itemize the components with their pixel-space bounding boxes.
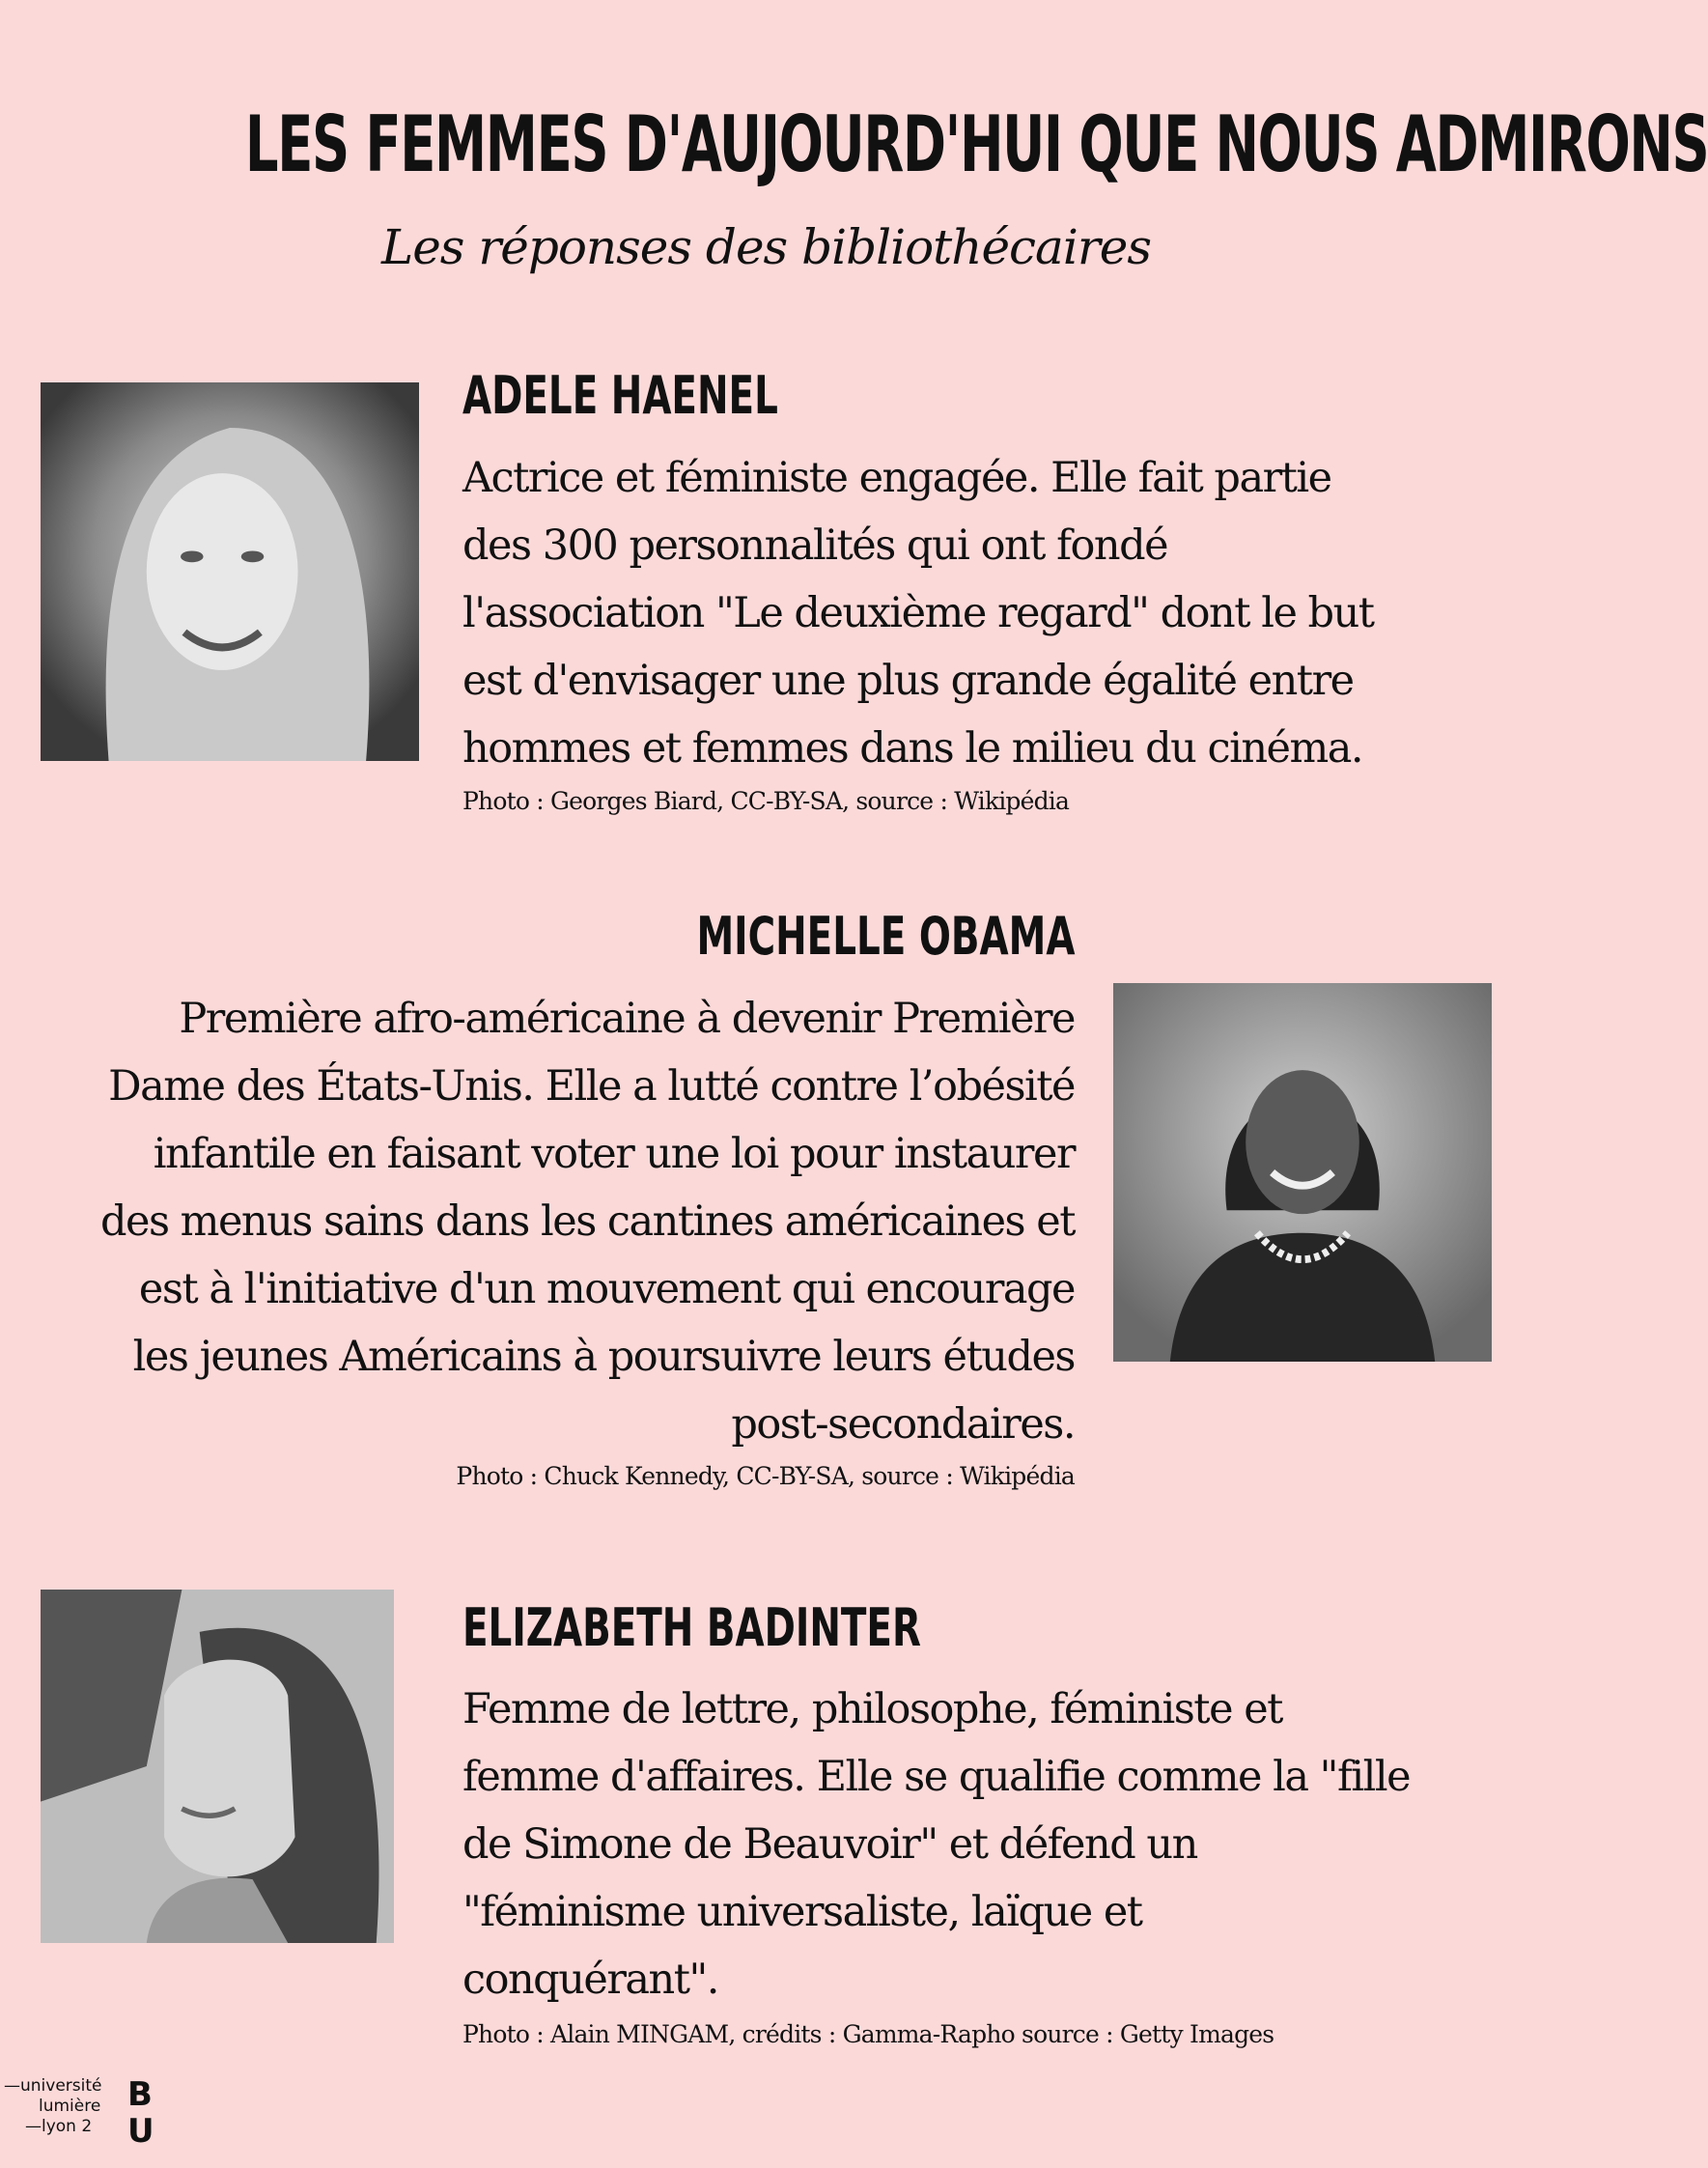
profile-description: Actrice et féministe engagée. Elle fait partie des 300 personnalités qui ont fondé l'association "Le deuxième regard" dont le but est d'envisager une plus grande égalité entre hommes et femmes dans le milieu du cinéma. <box>462 454 1374 773</box>
logo-line: —lyon 2 <box>25 2117 93 2136</box>
photo-credit: Photo : Chuck Kennedy, CC-BY-SA, source : Wikipédia <box>456 1462 1075 1490</box>
university-name-block <box>0 2076 120 2152</box>
page-subtitle: Les réponses des bibliothécaires <box>380 219 1152 275</box>
university-logo <box>0 2076 164 2163</box>
portrait-photo-icon <box>1113 983 1492 1362</box>
logo-line: —université <box>4 2076 102 2096</box>
photo-credit: Photo : Georges Biard, CC-BY-SA, source : Wikipédia <box>462 787 1070 815</box>
profile-name: ADELE HAENEL <box>462 365 778 426</box>
page-title: LES FEMMES D'AUJOURD'HUI QUE NOUS ADMIRONS <box>244 99 1708 189</box>
photo-credit: Photo : Alain MINGAM, crédits : Gamma-Rapho source : Getty Images <box>462 2020 1274 2048</box>
profile-description: Femme de lettre, philosophe, féministe et femme d'affaires. Elle se qualifie comme la "fille de Simone de Beauvoir" et défend un "féminisme universaliste, laïque et conquérant". <box>462 1685 1411 2004</box>
bu-letter: B <box>127 2075 153 2114</box>
profile-name: MICHELLE OBAMA <box>696 906 1075 967</box>
bu-mark <box>127 2076 154 2150</box>
profile-description: Première afro-américaine à devenir Première Dame des États-Unis. Elle a lutté contre l’obésité infantile en faisant voter une loi pour instaurer des menus sains dans les cantines américaines et est à l'initiative d'un mouvement qui encourage les jeunes Américains à poursuivre leurs études post-secondaires. <box>99 995 1075 1449</box>
profile-name: ELIZABETH BADINTER <box>462 1597 921 1658</box>
portrait-photo-icon <box>41 382 419 761</box>
portrait-photo-icon <box>41 1590 394 1943</box>
bu-letter: U <box>127 2112 154 2151</box>
logo-line: lumière <box>39 2097 101 2116</box>
